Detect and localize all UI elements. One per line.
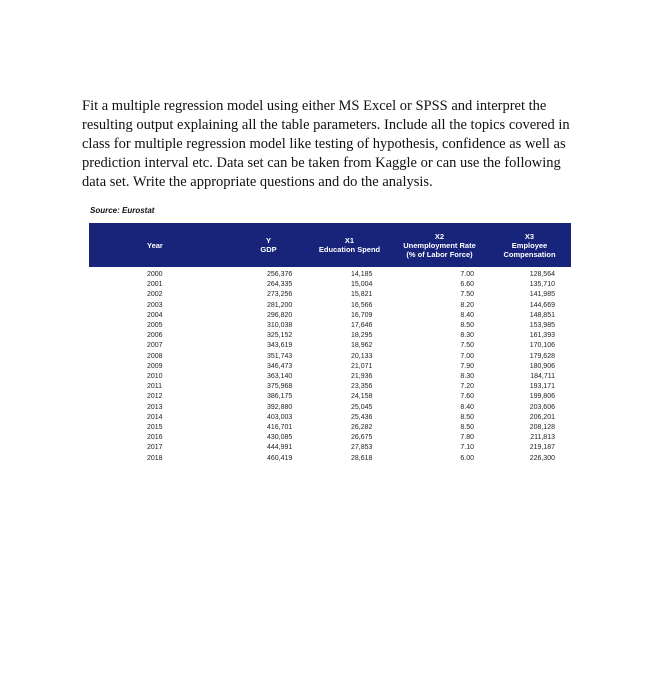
table-row xyxy=(89,454,571,464)
cell-unemployment: 8.30 xyxy=(460,332,474,340)
table-row xyxy=(89,290,571,300)
cell-compensation: 226,300 xyxy=(529,454,555,462)
cell-year: 2015 xyxy=(147,424,163,432)
cell-year: 2014 xyxy=(147,413,163,421)
cell-gdp: 386,175 xyxy=(267,393,293,401)
table-row xyxy=(89,443,571,453)
table-header xyxy=(89,223,571,267)
table-row xyxy=(89,372,571,382)
cell-year: 2003 xyxy=(147,301,163,309)
question-text: Fit a multiple regression model using either MS Excel or SPSS and interpret the resulting output explaining all the table parameters. Include all the topics covered in class for multiple regression model like testing of hypothesis, confidence as well as prediction interval etc. Data set can be taken from Kaggle or can use the following data set. Write the appropriate questions and do the analysis. xyxy=(82,97,570,190)
cell-compensation: 148,851 xyxy=(529,311,555,319)
table-row xyxy=(89,301,571,311)
cell-compensation: 144,669 xyxy=(529,301,555,309)
cell-education: 21,071 xyxy=(351,362,373,370)
cell-compensation: 184,711 xyxy=(530,373,555,381)
cell-unemployment: 7.50 xyxy=(460,342,474,350)
cell-gdp: 392,880 xyxy=(267,403,293,411)
cell-education: 26,675 xyxy=(351,434,373,442)
cell-year: 2007 xyxy=(147,342,163,350)
cell-year: 2000 xyxy=(147,271,163,278)
cell-education: 25,436 xyxy=(351,413,373,421)
cell-compensation: 219,187 xyxy=(529,444,555,452)
cell-compensation: 180,906 xyxy=(529,362,555,370)
cell-gdp: 346,473 xyxy=(267,362,293,370)
cell-education: 16,709 xyxy=(351,311,373,319)
cell-education: 26,282 xyxy=(351,424,373,432)
cell-gdp: 264,335 xyxy=(267,281,293,289)
cell-gdp: 310,038 xyxy=(267,322,293,330)
table-row xyxy=(89,423,571,433)
cell-education: 27,853 xyxy=(351,444,373,452)
cell-year: 2011 xyxy=(147,383,163,391)
cell-year: 2016 xyxy=(147,434,163,442)
cell-compensation: 153,985 xyxy=(529,322,555,330)
cell-gdp: 256,376 xyxy=(267,271,293,278)
cell-unemployment: 8.40 xyxy=(460,311,474,319)
cell-education: 15,821 xyxy=(351,291,373,299)
cell-gdp: 375,968 xyxy=(267,383,293,391)
table-body xyxy=(89,267,571,464)
cell-compensation: 211,813 xyxy=(530,434,555,442)
cell-unemployment: 7.50 xyxy=(460,291,474,299)
cell-compensation: 170,106 xyxy=(529,342,555,350)
cell-year: 2001 xyxy=(147,281,163,289)
table-row xyxy=(89,280,571,290)
header-gdp: Y GDP xyxy=(260,236,277,254)
header-education: X1 Education Spend xyxy=(318,236,381,254)
cell-year: 2017 xyxy=(147,444,163,452)
cell-compensation: 141,985 xyxy=(529,291,555,299)
cell-gdp: 430,085 xyxy=(267,434,293,442)
table-row xyxy=(89,403,571,413)
cell-education: 20,133 xyxy=(351,352,373,360)
cell-compensation: 193,171 xyxy=(529,383,555,391)
cell-unemployment: 8.30 xyxy=(460,373,474,381)
cell-education: 14,185 xyxy=(351,271,373,278)
table-row xyxy=(89,433,571,443)
cell-compensation: 199,806 xyxy=(529,393,555,401)
cell-year: 2018 xyxy=(147,454,163,462)
table-row xyxy=(89,331,571,341)
cell-year: 2008 xyxy=(147,352,163,360)
cell-compensation: 128,564 xyxy=(529,271,555,278)
table-row xyxy=(89,362,571,372)
table-row xyxy=(89,382,571,392)
cell-education: 24,158 xyxy=(351,393,373,401)
cell-unemployment: 8.50 xyxy=(460,322,474,330)
table-row xyxy=(89,413,571,423)
cell-gdp: 416,701 xyxy=(267,424,293,432)
cell-unemployment: 8.50 xyxy=(460,424,474,432)
cell-gdp: 281,200 xyxy=(267,301,293,309)
cell-year: 2004 xyxy=(147,311,163,319)
cell-compensation: 208,128 xyxy=(529,424,555,432)
cell-gdp: 403,003 xyxy=(267,413,293,421)
cell-unemployment: 7.00 xyxy=(460,352,474,360)
cell-gdp: 273,256 xyxy=(267,291,293,299)
cell-education: 21,936 xyxy=(351,373,373,381)
cell-unemployment: 7.60 xyxy=(460,393,474,401)
cell-compensation: 135,710 xyxy=(529,281,555,289)
cell-unemployment: 7.20 xyxy=(460,383,474,391)
cell-compensation: 161,393 xyxy=(529,332,555,340)
cell-gdp: 363,140 xyxy=(267,373,293,381)
cell-unemployment: 6.60 xyxy=(460,281,474,289)
cell-year: 2009 xyxy=(147,362,163,370)
cell-unemployment: 7.90 xyxy=(460,362,474,370)
cell-unemployment: 7.00 xyxy=(460,271,474,278)
cell-year: 2002 xyxy=(147,291,163,299)
cell-education: 16,566 xyxy=(351,301,373,309)
cell-compensation: 203,606 xyxy=(529,403,555,411)
cell-compensation: 179,628 xyxy=(529,352,555,360)
cell-gdp: 325,152 xyxy=(267,332,293,340)
cell-year: 2006 xyxy=(147,332,163,340)
cell-education: 15,004 xyxy=(351,281,373,289)
header-year: Year xyxy=(147,240,163,250)
cell-education: 18,962 xyxy=(351,342,373,350)
cell-year: 2012 xyxy=(147,393,163,401)
cell-year: 2013 xyxy=(147,403,163,411)
table-row xyxy=(89,392,571,402)
cell-gdp: 460,419 xyxy=(267,454,293,462)
cell-unemployment: 7.10 xyxy=(460,444,474,452)
table-row xyxy=(89,341,571,351)
cell-unemployment: 7.80 xyxy=(460,434,474,442)
cell-education: 23,356 xyxy=(351,383,373,391)
table-row xyxy=(89,352,571,362)
cell-unemployment: 8.50 xyxy=(460,413,474,421)
cell-unemployment: 6.00 xyxy=(460,454,474,462)
cell-education: 18,295 xyxy=(351,332,373,340)
table-row xyxy=(89,321,571,331)
cell-gdp: 343,619 xyxy=(267,342,293,350)
cell-unemployment: 8.20 xyxy=(460,301,474,309)
cell-education: 17,646 xyxy=(351,322,373,330)
table-row xyxy=(89,267,571,280)
header-unemployment: X2 Unemployment Rate (% of Labor Force) xyxy=(403,231,476,259)
data-table xyxy=(89,223,571,464)
cell-unemployment: 8.40 xyxy=(460,403,474,411)
cell-year: 2010 xyxy=(147,373,163,381)
cell-gdp: 351,743 xyxy=(267,352,293,360)
table-row xyxy=(89,311,571,321)
cell-education: 28,618 xyxy=(351,454,373,462)
cell-gdp: 444,991 xyxy=(267,444,293,452)
cell-education: 25,045 xyxy=(351,403,373,411)
source-label: Source: Eurostat xyxy=(90,206,155,215)
cell-gdp: 296,820 xyxy=(267,311,293,319)
header-compensation: X3 Employee Compensation xyxy=(503,231,556,259)
cell-year: 2005 xyxy=(147,322,163,330)
cell-compensation: 206,201 xyxy=(529,413,555,421)
